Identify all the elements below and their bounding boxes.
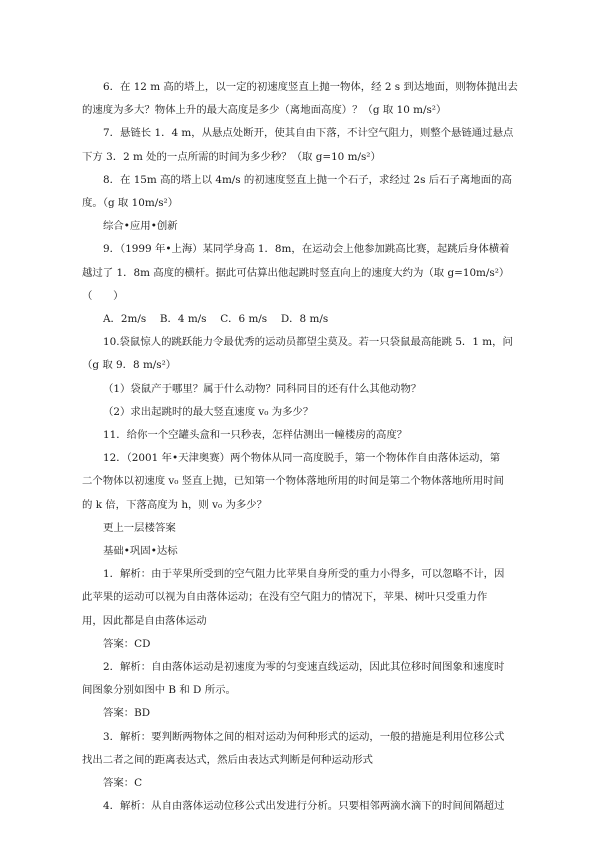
text-line: 用，因此都是自由落体运动	[82, 614, 207, 627]
text-line: 10.袋鼠惊人的跳跃能力令最优秀的运动员都望尘莫及。若一只袋鼠最高能跳 5．1 m，问	[103, 336, 513, 349]
text-line: 1．解析：由于苹果所受到的空气阻力比苹果自身所受的重力小得多，可以忽略不计，因	[103, 568, 505, 581]
paragraph	[82, 424, 542, 447]
text-line: 下方 3．2 m 处的一点所需的时间为多少秒？（取 g=10 m/s²）	[82, 150, 381, 163]
text-line: （1）袋鼠产于哪里？属于什么动物？同科同目的还有什么其他动物？	[103, 382, 422, 395]
text-line: （g 取 9．8 m/s²）	[82, 359, 177, 372]
text-line: 答案：CD	[103, 637, 151, 650]
paragraph	[82, 122, 542, 168]
paragraph	[82, 215, 542, 238]
text-line: 找出二者之间的距离表达式，然后由表达式判断是何种运动形式	[82, 753, 373, 766]
text-line: 8．在 15m 高的塔上以 4m/s 的初速度竖直上抛一个石子，求经过 2s 后石子离地面的高	[103, 173, 512, 186]
text-line: 9．（1999 年•上海）某同学身高 1．8m，在运动会上他参加跳高比赛，起跳后身体横着	[103, 243, 510, 256]
paragraph	[82, 517, 542, 540]
paragraph	[82, 401, 542, 424]
text-line: 度。（g 取 10m/s²）	[82, 197, 179, 210]
paragraph	[82, 308, 542, 331]
text-line: 的速度为多大？物体上升的最大高度是多少（离地面高度）？（g 取 10 m/s²）	[82, 104, 447, 117]
paragraph	[82, 633, 542, 656]
paragraph	[82, 378, 542, 401]
text-line: A．2m/s B．4 m/s C．6 m/s D．8 m/s	[103, 313, 329, 326]
paragraph	[82, 76, 542, 122]
paragraph	[82, 702, 542, 725]
text-line: 此苹果的运动可以视为自由落体运动；在没有空气阻力的情况下，苹果、树叶只受重力作	[82, 591, 488, 604]
text-line: 答案：BD	[103, 707, 151, 720]
paragraph	[82, 656, 542, 702]
text-line: 间图象分别如图中 B 和 D 所示。	[82, 684, 236, 697]
paragraph	[82, 563, 542, 633]
paragraph	[82, 169, 542, 215]
document-body	[82, 76, 542, 819]
text-line: 基础•巩固•达标	[103, 545, 178, 558]
text-line: 越过了 1．8m 高度的横杆。据此可估算出他起跳时竖直向上的速度大约为（取 g=10m/s²）	[82, 266, 510, 279]
paragraph	[82, 447, 542, 517]
paragraph	[82, 331, 542, 377]
text-line: 3．解析：要判断两物体之间的相对运动为何种形式的运动，一般的措施是利用位移公式	[103, 730, 505, 743]
text-line: 12．（2001 年•天津奥赛）两个物体从同一高度脱手，第一个物体作自由落体运动，第	[103, 452, 501, 465]
text-line: 更上一层楼答案	[103, 521, 176, 534]
text-line: 二个物体以初速度 v₀ 竖直上抛，已知第一个物体落地所用的时间是第二个物体落地所用时间	[82, 475, 504, 488]
text-line: 2．解析：自由落体运动是初速度为零的匀变速直线运动，因此其位移时间图象和速度时	[103, 661, 505, 674]
text-line: 7．悬链长 1．4 m，从悬点处断开，使其自由下落，不计空气阻力，则整个悬链通过悬点	[103, 127, 514, 140]
paragraph	[82, 238, 542, 308]
text-line: 的 k 倍，下落高度为 h，则 v₀ 为多少？	[82, 498, 268, 511]
text-line: （ ）	[82, 289, 124, 302]
paragraph	[82, 795, 542, 818]
text-line: 11．给你一个空罐头盒和一只秒表，怎样估测出一幢楼房的高度？	[103, 429, 408, 442]
text-line: （2）求出起跳时的最大竖直速度 v₀ 为多少？	[103, 405, 314, 418]
text-line: 6．在 12 m 高的塔上，以一定的初速度竖直上抛一物体，经 2 s 到达地面，则物体抛出去	[103, 81, 518, 93]
paragraph	[82, 540, 542, 563]
paragraph	[82, 726, 542, 772]
text-line: 答案：C	[103, 777, 143, 790]
text-line: 4．解析：从自由落体运动位移公式出发进行分析。只要相邻两滴水滴下的时间间隔超过	[103, 800, 505, 813]
paragraph	[82, 772, 542, 795]
text-line: 综合•应用•创新	[103, 220, 178, 233]
